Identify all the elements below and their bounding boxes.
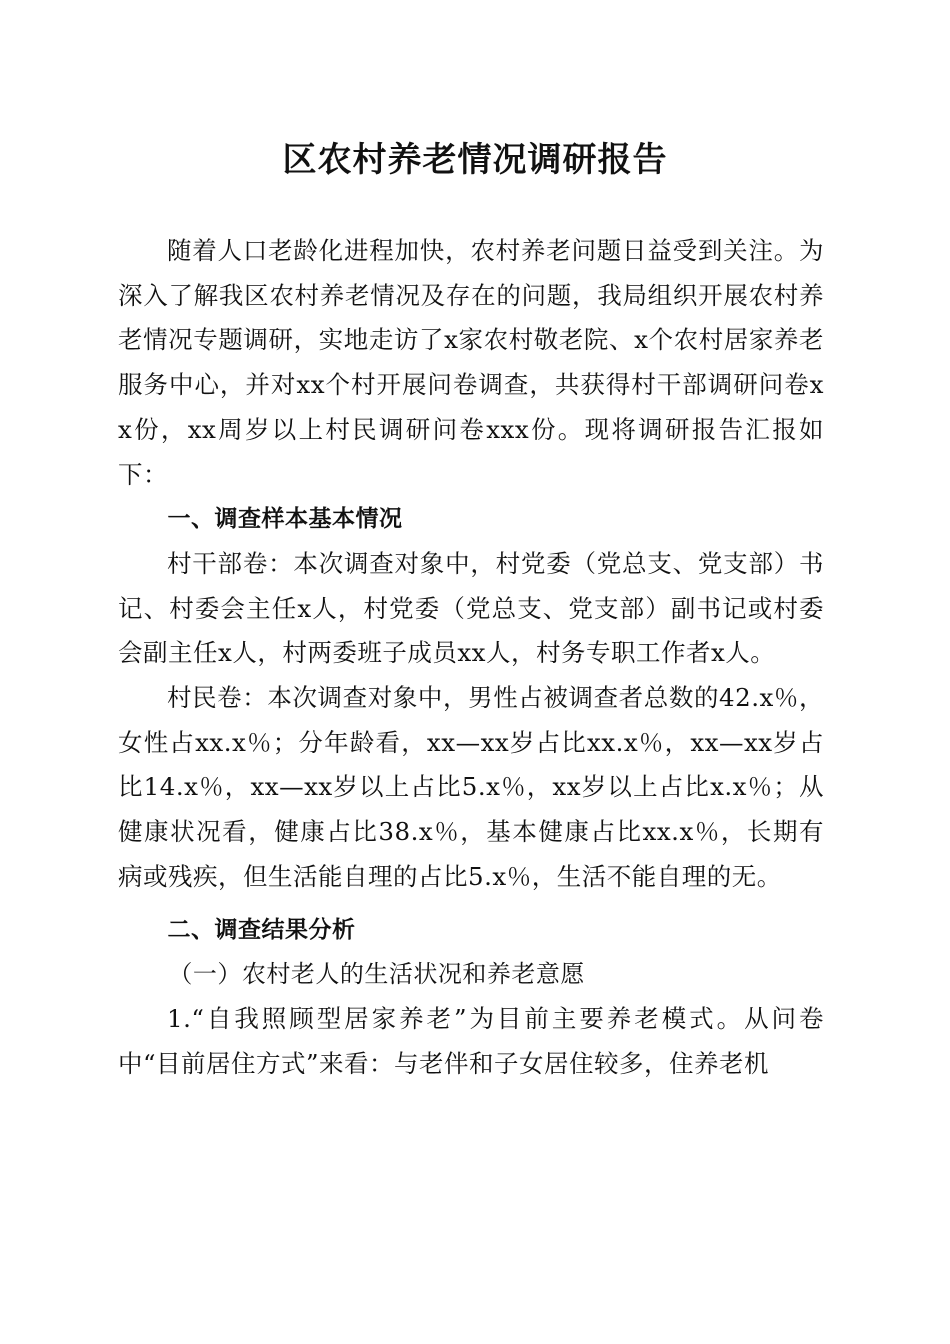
subsection-heading-living-conditions: （一）农村老人的生活状况和养老意愿 <box>168 960 585 989</box>
self-care-paragraph: 1.“自我照顾型居家养老”为目前主要养老模式。从问卷中“目前居住方式”来看：与老伴和子女居住较多，住养老机 <box>118 1003 824 1078</box>
document-title: 区农村养老情况调研报告 <box>282 140 668 180</box>
section-gap <box>118 900 824 908</box>
section-heading-results-analysis: 二、调查结果分析 <box>167 916 356 943</box>
cadre-survey-paragraph: 村干部卷：本次调查对象中，村党委（党总支、党支部）书记、村委会主任x人，村党委（党总支、党支部）副书记或村委会副主任x人，村两委班子成员xx人，村务专职工作者x人。 <box>118 548 824 668</box>
document-body <box>118 229 824 1086</box>
section-heading-survey-sample: 一、调查样本基本情况 <box>167 506 403 533</box>
intro-paragraph: 随着人口老龄化进程加快，农村养老问题日益受到关注。为深入了解我区农村养老情况及存在的问题，我局组织开展农村养老情况专题调研，实地走访了x家农村敬老院、x个农村居家养老服务中心，并对xx个村开展问卷调查，共获得村干部调研问卷xx份，xx周岁以上村民调研问卷xxx份。现将调研报告汇报如下： <box>118 236 824 489</box>
villager-survey-paragraph: 村民卷：本次调查对象中，男性占被调查者总数的42.x％，女性占xx.x％；分年龄看，xx—xx岁占比xx.x％，xx—xx岁占比14.x％，xx—xx岁以上占比5.x％，xx岁以上占比x.x％；从健康状况看，健康占比38.x％，基本健康占比xx.x％，长期有病或残疾，但生活能自理的占比5.x％，生活不能自理的无。 <box>118 683 824 891</box>
